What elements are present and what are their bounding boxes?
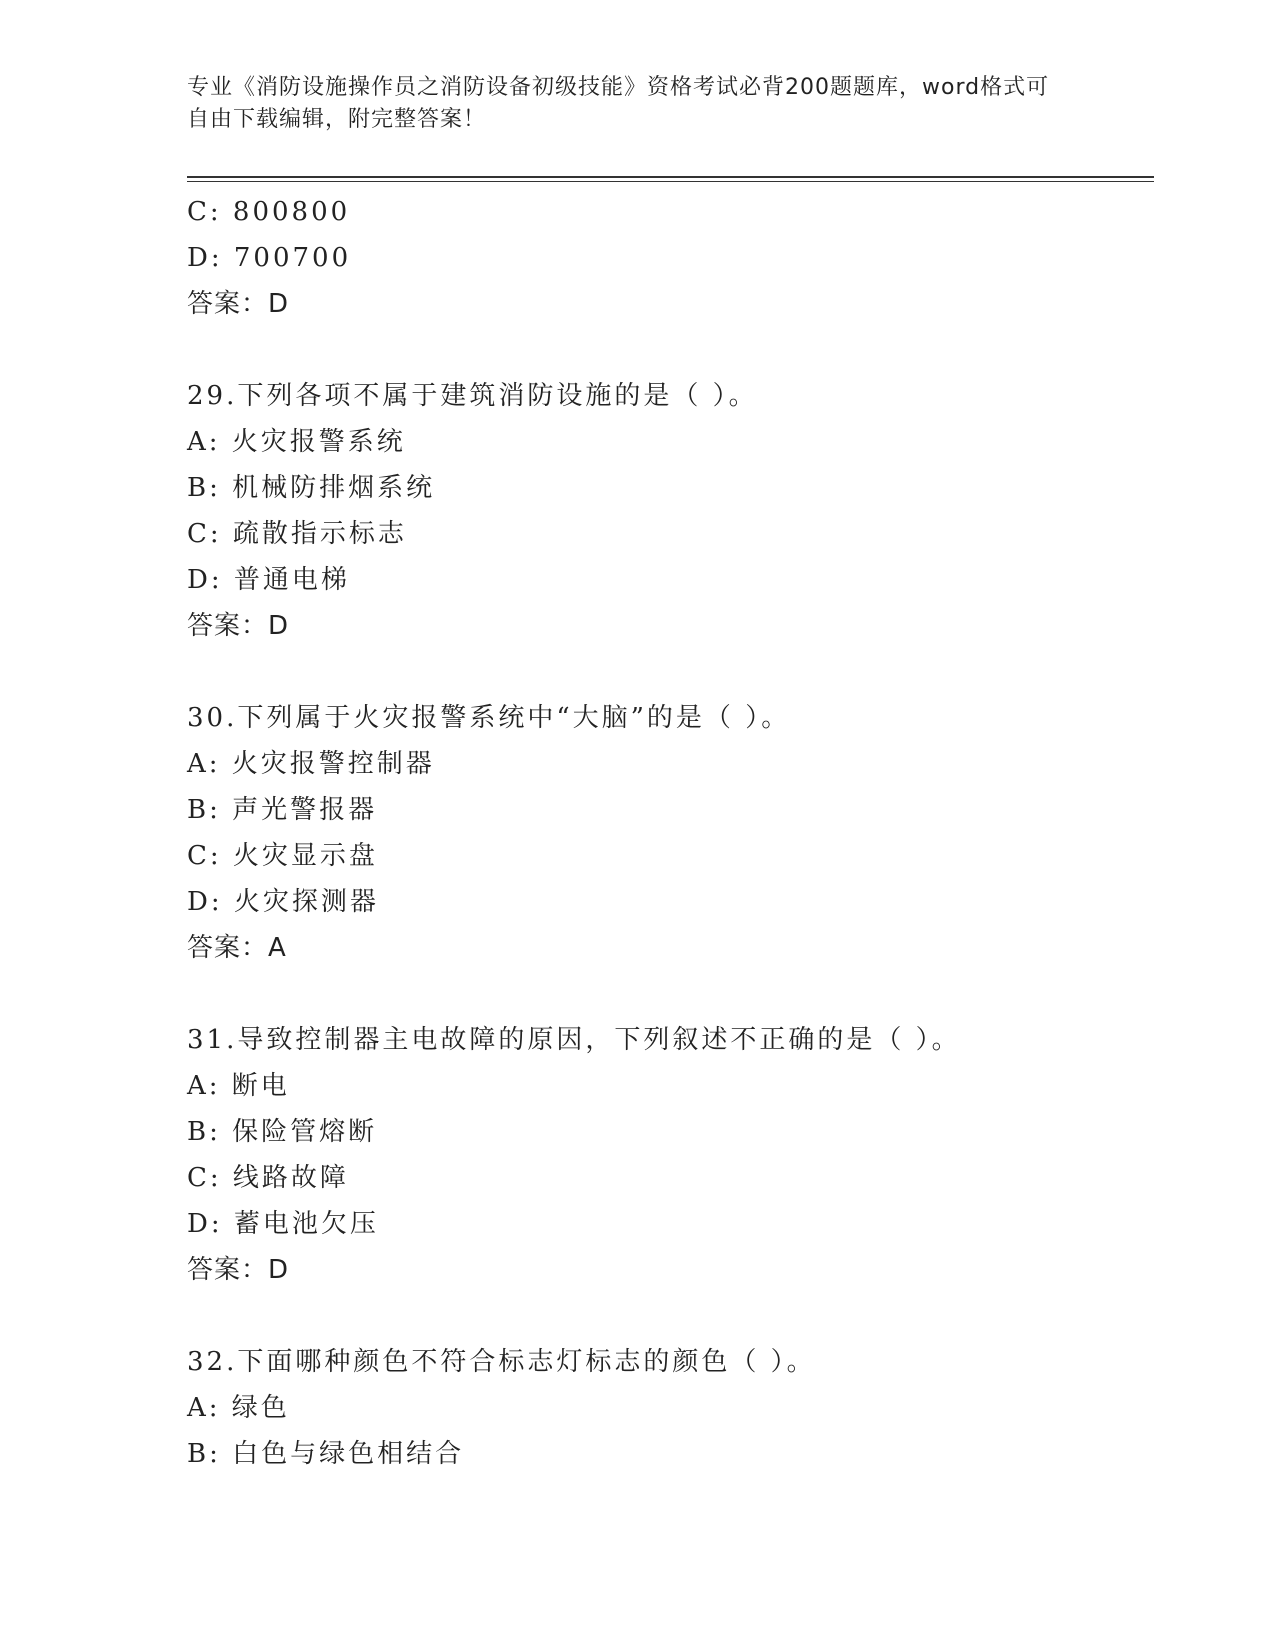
- question-block: [187, 189, 1154, 327]
- question-block: [187, 1339, 1154, 1477]
- question-block: [187, 695, 1154, 971]
- option-a: A: 火灾报警系统: [187, 427, 406, 457]
- question-stem: 30.下列属于火灾报警系统中“大脑”的是（ ）。: [187, 703, 791, 733]
- spacer: [187, 1293, 1154, 1339]
- option-c: C: 800800: [187, 197, 351, 227]
- option-d: D: 火灾探测器: [187, 887, 379, 917]
- option-b: B: 机械防排烟系统: [187, 473, 436, 503]
- option-d: D: 普通电梯: [187, 565, 350, 595]
- spacer: [187, 327, 1154, 373]
- question-list: [187, 189, 1154, 1477]
- option-d: D: 700700: [187, 243, 352, 273]
- option-a: A: 断电: [187, 1071, 290, 1101]
- header-divider-thin: [187, 181, 1154, 182]
- option-b: B: 白色与绿色相结合: [187, 1439, 465, 1469]
- option-c: C: 疏散指示标志: [187, 519, 407, 549]
- option-a: A: 绿色: [187, 1393, 290, 1423]
- question-block: [187, 373, 1154, 649]
- option-d: D: 蓄电池欠压: [187, 1209, 379, 1239]
- spacer: [187, 649, 1154, 695]
- spacer: [187, 971, 1154, 1017]
- question-stem: 32.下面哪种颜色不符合标志灯标志的颜色（ ）。: [187, 1347, 816, 1377]
- question-block: [187, 1017, 1154, 1293]
- header-divider-thick: [187, 176, 1154, 178]
- answer-text: 答案：A: [187, 933, 287, 963]
- option-c: C: 火灾显示盘: [187, 841, 378, 871]
- option-c: C: 线路故障: [187, 1163, 349, 1193]
- question-stem: 31.导致控制器主电故障的原因，下列叙述不正确的是（ ）。: [187, 1025, 961, 1055]
- option-b: B: 声光警报器: [187, 795, 378, 825]
- option-a: A: 火灾报警控制器: [187, 749, 435, 779]
- header-title: 专业《消防设施操作员之消防设备初级技能》资格考试必背200题题库，word格式可自由下载编辑，附完整答案！: [187, 75, 1050, 132]
- answer-text: 答案：D: [187, 289, 290, 319]
- document-header: [187, 72, 1067, 136]
- option-b: B: 保险管熔断: [187, 1117, 378, 1147]
- answer-text: 答案：D: [187, 1255, 290, 1285]
- question-stem: 29.下列各项不属于建筑消防设施的是（ ）。: [187, 381, 758, 411]
- answer-text: 答案：D: [187, 611, 290, 641]
